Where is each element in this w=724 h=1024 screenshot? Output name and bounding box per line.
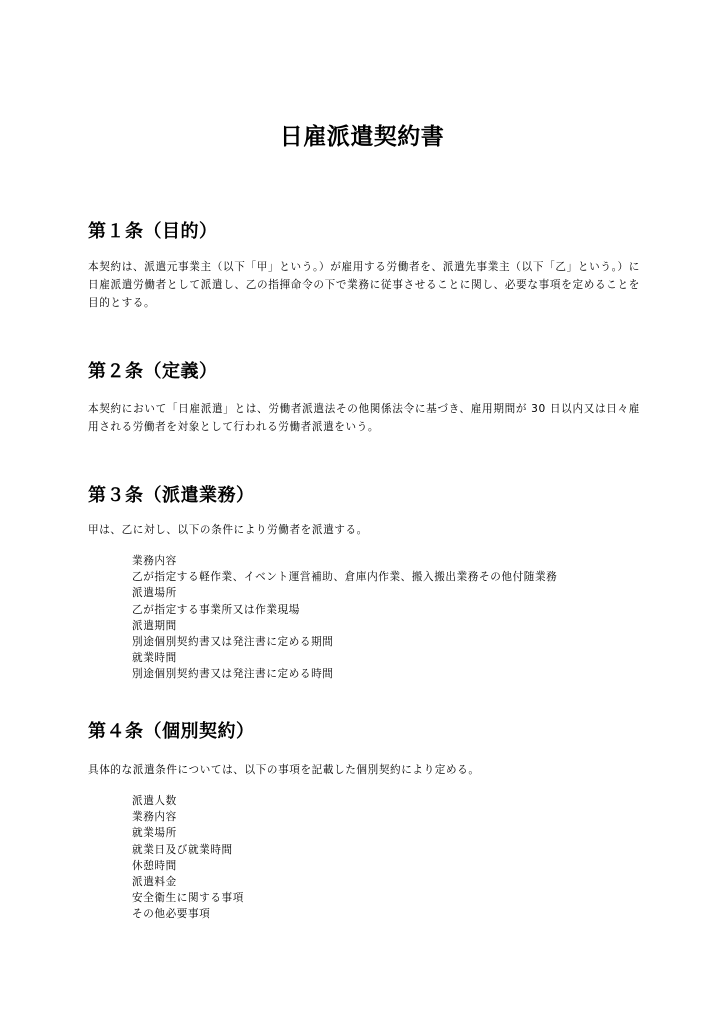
article-body: 本契約において「日雇派遣」とは、労働者派遣法その他関係法令に基づき、雇用期間が 30 日以内又は日々雇用される労働者を対象として行われる労働者派遣をいう。 <box>88 403 640 433</box>
article-body: 本契約は、派遣元事業主（以下「甲」という。）が雇用する労働者を、派遣先事業主（以下「乙」という。）に日雇派遣労働者として派遣し、乙の指揮命令の下で業務に従事させることに関し、必要な事項を定めることを目的とする。 <box>88 261 640 309</box>
list-item: 派遣料金 <box>132 876 177 889</box>
list-item: 休憩時間 <box>132 859 177 872</box>
article-heading: 第３条（派遣業務） <box>88 485 255 506</box>
list-item: 就業日及び就業時間 <box>132 843 233 856</box>
document-title: 日雇派遣契約書 <box>279 124 445 150</box>
condition-list <box>88 553 640 683</box>
list-item: 派遣期間 <box>132 619 177 632</box>
list-item: 就業時間 <box>132 652 177 665</box>
article-heading: 第１条（目的） <box>88 221 218 242</box>
list-item: 派遣場所 <box>132 587 177 600</box>
article-1 <box>88 220 640 312</box>
list-item: 別途個別契約書又は発注書に定める時間 <box>132 668 334 681</box>
article-body: 甲は、乙に対し、以下の条件により労働者を派遣する。 <box>88 524 368 536</box>
list-item: 派遣人数 <box>132 795 177 807</box>
article-heading: 第４条（個別契約） <box>88 721 255 742</box>
list-item: その他必要事項 <box>132 908 211 921</box>
article-3 <box>88 484 640 683</box>
list-item: 別途個別契約書又は発注書に定める期間 <box>132 636 334 649</box>
list-item: 就業場所 <box>132 827 177 840</box>
list-item: 業務内容 <box>132 555 177 567</box>
article-4 <box>88 720 640 923</box>
list-item: 乙が指定する事業所又は作業現場 <box>132 603 300 616</box>
contract-item-list <box>88 793 640 923</box>
list-item: 乙が指定する軽作業、イベント運営補助、倉庫内作業、搬入搬出業務その他付随業務 <box>132 571 558 584</box>
article-2 <box>88 360 640 436</box>
article-heading: 第２条（定義） <box>88 361 218 382</box>
article-body: 具体的な派遣条件については、以下の事項を記載した個別契約により定める。 <box>88 764 480 776</box>
list-item: 業務内容 <box>132 811 177 824</box>
list-item: 安全衛生に関する事項 <box>132 892 244 905</box>
